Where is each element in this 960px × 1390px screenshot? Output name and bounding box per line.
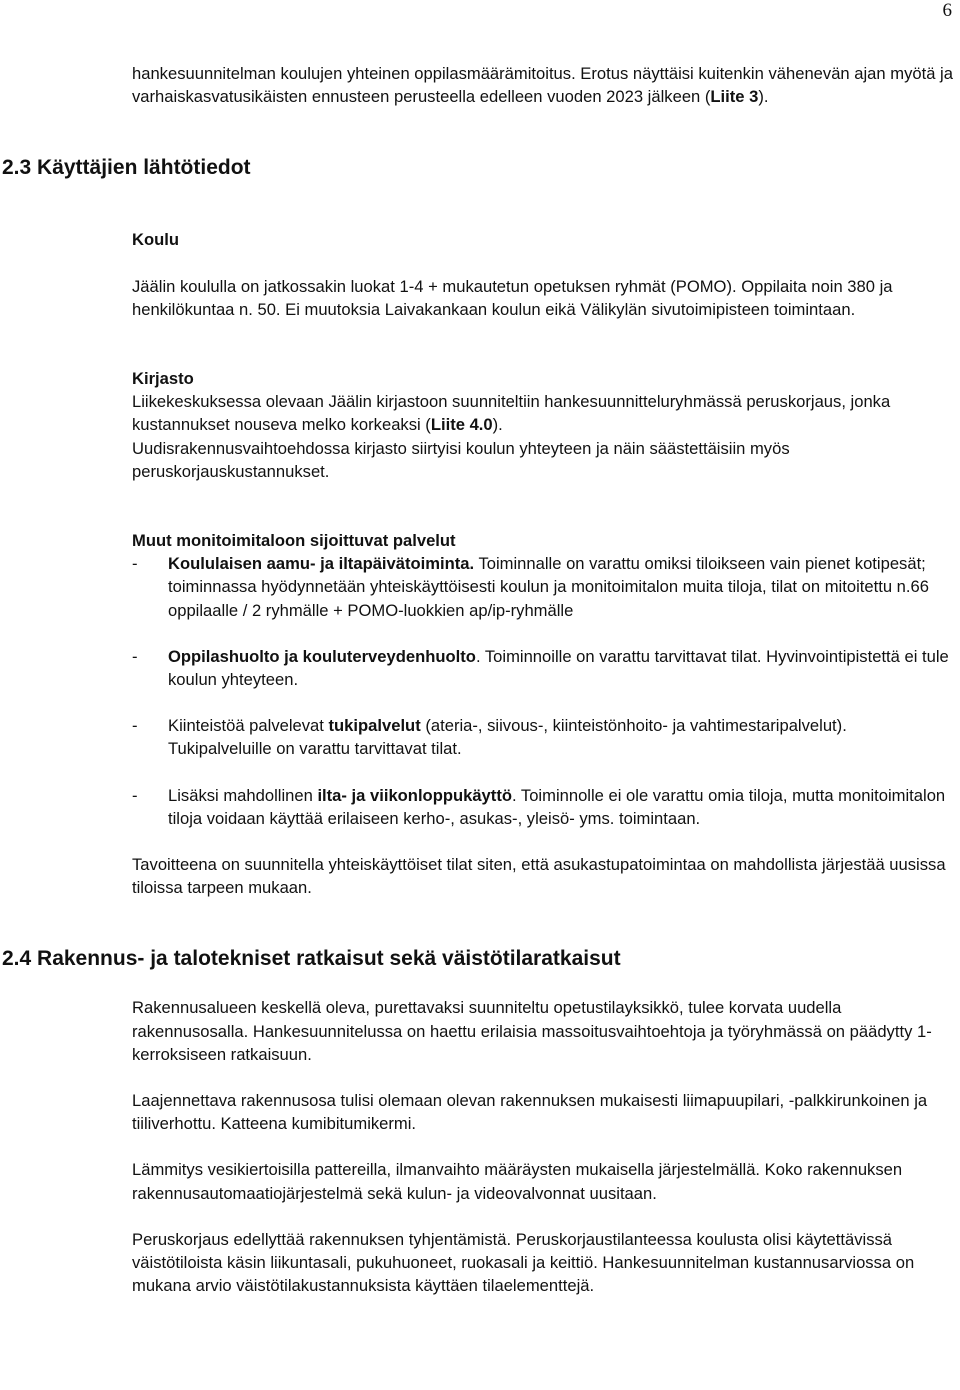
intro-text-end: ). [758,87,769,107]
list-dash: - [132,716,138,736]
intro-paragraph [132,62,954,108]
item-emphasis: Koululaisen aamu- ja iltapäivätoiminta. [168,554,475,574]
koulu-heading: Koulu [132,230,180,250]
item-text: . Toiminnoille on varattu tarvittavat tilat. Hyvinvointipistettä ei tule koulun yhteyteen. [168,646,949,690]
section-2-4-paragraph: Peruskorjaus edellyttää rakennuksen tyhjentämistä. Peruskorjaustilanteessa koulusta olisi käytettävissä väistötiloista käsin liikuntasali, pukuhuoneet, ruokasali ja keittiö. Hankesuunnitelman kustannusarviossa on mukana arvio väistötilakustannuksista käyttäen tilaelementtejä. [132,1229,915,1296]
intro-text: hankesuunnitelman koulujen yhteinen oppilasmäärämitoitus. Erotus näyttäisi kuitenkin vähenevän ajan myötä ja varhaiskasvatusikäisten ennusteen perusteella edelleen vuoden 2023 jälkeen ( [132,64,953,107]
koulu-paragraph: Jäälin koululla on jatkossakin luokat 1-4 + mukautetun opetuksen ryhmät (POMO). Oppilaita noin 380 ja henkilökuntaa n. 50. Ei muutoksia Laivakankaan koulun eikä Välikylän sivutoimipisteen toimintaan. [132,276,893,319]
appendix-reference: Liite 4.0 [430,415,493,435]
list-item [132,645,954,691]
kirjasto-text: Liikekeskuksessa olevaan Jäälin kirjastoon suunniteltiin hankesuunnitteluryhmässä peruskorjaus, jonka kustannukset nouseva melko korkeaksi ( [132,392,891,435]
list-dash: - [132,554,138,574]
section-2-4-paragraph: Lämmitys vesikiertoisilla pattereilla, ilmanvaihto määräysten mukaisella järjestelmällä. Koko rakennuksen rakennusautomaatiojärjestelmä sekä kulun- ja videovalvonnat uusitaan. [132,1160,903,1203]
section-2-4-paragraph: Laajennettava rakennusosa tulisi olemaan olevan rakennuksen mukaisesti liimapuupilari, -palkkirunkoinen ja tiiliverhottu. Katteena kumibitumikermi. [132,1091,928,1134]
kirjasto-paragraph-2: Uudisrakennusvaihtoehdossa kirjasto siirtyisi koulun yhteyteen ja näin säästettäisiin myös peruskorjauskustannukset. [132,438,790,481]
item-text: Toiminnalle on varattu omiksi tiloikseen vain pienet kotipesät; toiminnassa hyödynnetään yhteiskäyttöisesti koulun ja monitoimitalon muita tiloja, tilat on mitoitettu n.66 oppilaalle / 2 ryhmälle + POMO-luokkien ap/ip-ryhmälle [168,554,929,620]
kirjasto-heading: Kirjasto [132,369,194,389]
list-item [132,784,954,830]
muut-summary: Tavoitteena on suunnitella yhteiskäyttöiset tilat siten, että asukastupatoimintaa on mahdollista järjestää uusissa tiloissa tarpeen mukaan. [132,855,946,898]
section-2-3-heading: 2.3 Käyttäjien lähtötiedot [2,156,251,180]
item-emphasis: Oppilashuolto ja kouluterveydenhuolto [168,646,476,666]
kirjasto-paragraph [132,390,954,436]
list-item [132,552,954,622]
list-item [132,714,954,760]
item-text: . Toiminnolle ei ole varattu omia tiloja, mutta monitoimitalon tiloja voidaan käyttää erilaiseen kerho-, asukas-, yleisö- yms. toimintaan. [168,785,946,828]
item-text: (ateria-, siivous-, kiinteistönhoito- ja vahtimestaripalvelut). Tukipalveluille on varattu tarvittavat tilat. [168,716,847,759]
section-2-4-paragraph: Rakennusalueen keskellä oleva, purettavaksi suunniteltu opetustilayksikkö, tulee korvata uudella rakennusosalla. Hankesuunnitelussa on haettu erilaisia massoitusvaihtoehtoja ja työryhmässä on päädytty 1-kerroksiseen ratkaisuun. [132,998,932,1064]
kirjasto-text-end: ). [492,415,503,435]
item-emphasis: tukipalvelut [328,716,421,736]
page-number: 6 [942,0,952,21]
muut-heading: Muut monitoimitaloon sijoittuvat palvelut [132,531,456,551]
appendix-reference: Liite 3 [710,87,759,107]
section-2-4-heading: 2.4 Rakennus- ja talotekniset ratkaisut sekä väistötilaratkaisut [2,947,621,971]
item-emphasis: ilta- ja viikonloppukäyttö [317,785,512,805]
list-dash: - [132,646,138,666]
item-text: Lisäksi mahdollinen [168,785,318,805]
item-text: Kiinteistöä palvelevat [168,716,329,736]
document-body [2,62,954,1298]
list-dash: - [132,785,138,805]
